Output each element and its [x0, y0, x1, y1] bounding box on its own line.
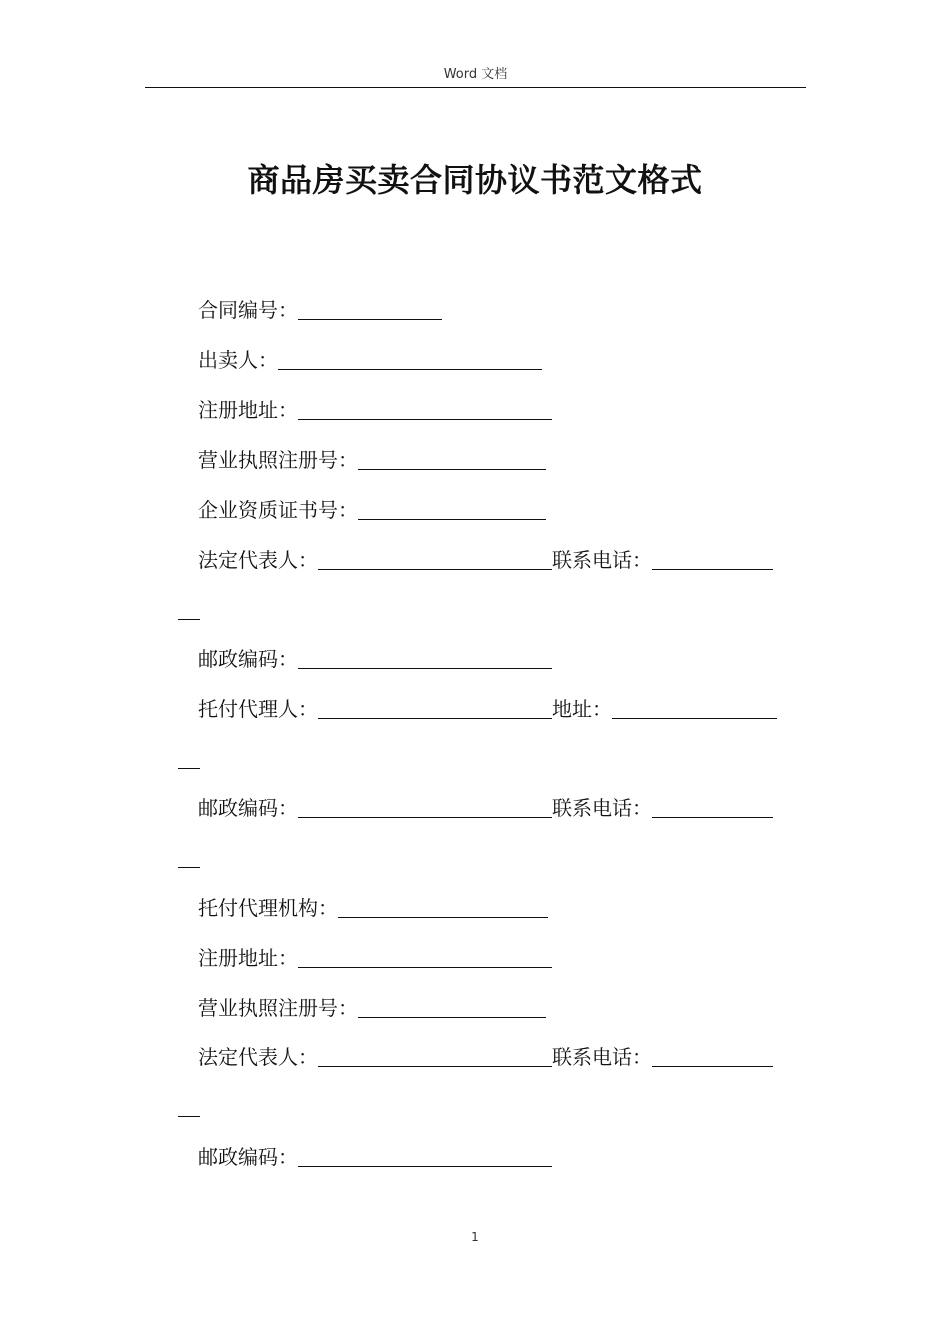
agent-phone-blank-wrap — [178, 867, 200, 868]
document-title: 商品房买卖合同协议书范文格式 — [247, 161, 703, 199]
agent-postcode-line — [198, 793, 773, 823]
agency-postcode-line — [198, 1142, 552, 1172]
contract-number-label: 合同编号： — [198, 298, 298, 322]
seller-line — [198, 345, 542, 375]
agent-address-blank[interactable] — [612, 698, 777, 719]
agent-postcode-label: 邮政编码： — [198, 796, 298, 820]
postcode-blank[interactable] — [298, 648, 552, 669]
legal-rep-label: 法定代表人： — [198, 548, 318, 572]
agency-license-label: 营业执照注册号： — [198, 996, 358, 1020]
legal-rep-blank[interactable] — [318, 549, 552, 570]
agent-address-blank-wrap — [178, 768, 200, 769]
postcode-line — [198, 644, 552, 674]
contract-number-blank[interactable] — [298, 299, 442, 320]
contact-phone-blank-wrap — [178, 619, 200, 620]
agent-blank[interactable] — [318, 698, 552, 719]
header-divider — [145, 87, 806, 88]
seller-blank[interactable] — [278, 349, 542, 370]
registered-address-blank[interactable] — [298, 399, 552, 420]
agency-phone-blank[interactable] — [652, 1046, 773, 1067]
registered-address-label: 注册地址： — [198, 398, 298, 422]
page-header: Word 文档 — [443, 67, 508, 82]
seller-label: 出卖人： — [198, 348, 278, 372]
agency-phone-label: 联系电话： — [552, 1045, 652, 1069]
agency-legal-rep-line — [198, 1042, 773, 1072]
business-license-line — [198, 445, 546, 475]
business-license-blank[interactable] — [358, 449, 546, 470]
agency-legal-rep-blank[interactable] — [318, 1046, 552, 1067]
agency-address-line — [198, 943, 552, 973]
qualification-cert-label: 企业资质证书号： — [198, 498, 358, 522]
contract-number-line — [198, 295, 442, 325]
agency-blank[interactable] — [338, 897, 548, 918]
legal-rep-line — [198, 545, 773, 575]
agency-license-line — [198, 993, 546, 1023]
postcode-label: 邮政编码： — [198, 647, 298, 671]
contact-phone-blank[interactable] — [652, 549, 773, 570]
agency-address-label: 注册地址： — [198, 946, 298, 970]
agency-address-blank[interactable] — [298, 947, 552, 968]
business-license-label: 营业执照注册号： — [198, 448, 358, 472]
agency-legal-rep-label: 法定代表人： — [198, 1045, 318, 1069]
qualification-cert-line — [198, 495, 546, 525]
contact-phone-label: 联系电话： — [552, 548, 652, 572]
page-number: 1 — [471, 1230, 479, 1244]
agency-phone-blank-wrap — [178, 1116, 200, 1117]
agency-label: 托付代理机构： — [198, 896, 338, 920]
agency-line — [198, 893, 548, 923]
agency-postcode-label: 邮政编码： — [198, 1145, 298, 1169]
qualification-cert-blank[interactable] — [358, 499, 546, 520]
agent-address-label: 地址： — [552, 697, 612, 721]
agency-license-blank[interactable] — [358, 997, 546, 1018]
registered-address-line — [198, 395, 552, 425]
agent-phone-label: 联系电话： — [552, 796, 652, 820]
agent-postcode-blank[interactable] — [298, 797, 552, 818]
agent-line — [198, 694, 777, 724]
agent-label: 托付代理人： — [198, 697, 318, 721]
agency-postcode-blank[interactable] — [298, 1146, 552, 1167]
agent-phone-blank[interactable] — [652, 797, 773, 818]
